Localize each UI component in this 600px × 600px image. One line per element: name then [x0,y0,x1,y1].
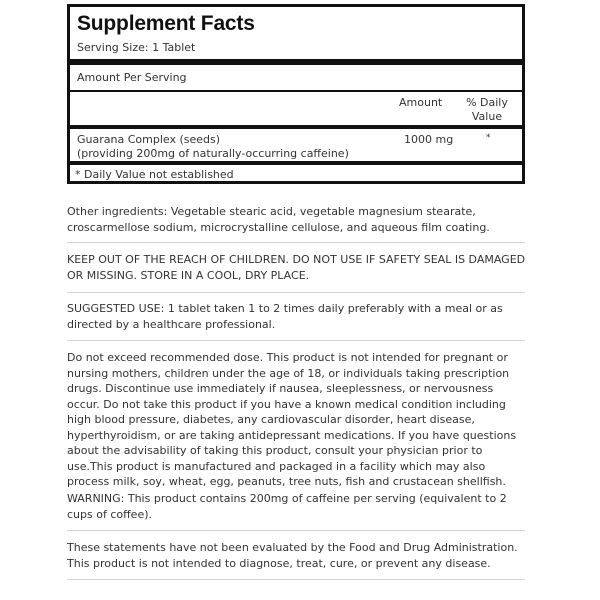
thick-divider [70,125,522,129]
thick-divider [70,161,522,165]
suggested-use [67,301,527,332]
warnings-line: drugs. Discontinue use immediately if nausea, sleeplessness, or nervousness [67,382,494,395]
warnings-line: use.This product is manufactured and packaged in a facility which may also [67,459,486,473]
section-divider [67,242,525,243]
amount-column-header: Amount [399,96,443,109]
section-divider [67,340,525,341]
warnings-line: nursing mothers, children under the age of 18, or individuals taking prescription [67,366,510,380]
keep-out-line2: OR MISSING. STORE IN A COOL, DRY PLACE. [67,268,310,282]
fda-disclaimer-line2: This product is not intended to diagnose, treat, cure, or prevent any disease. [67,556,491,570]
keep-out-line1: KEEP OUT OF THE REACH OF CHILDREN. DO NOT USE IF SAFETY SEAL IS DAMAGED [67,253,526,266]
section-divider [67,579,525,580]
caffeine-warning-line1: WARNING: This product contains 200mg of caffeine per serving (equivalent to 2 [67,492,507,505]
keep-out-notice [67,252,527,283]
warnings-line: hyperthyroidism, or are taking antidepressant medications. If you have questions [67,428,517,442]
daily-value-footnote: * Daily Value not established [75,168,234,181]
warnings-line: high blood pressure, diabetes, any cardiovascular disorder, heart disease, [67,413,475,426]
warnings-line: Do not exceed recommended dose. This product is not intended for pregnant or [67,351,508,364]
ingredient-name-line2: (providing 200mg of naturally-occurring caffeine) [77,147,349,160]
daily-value-header-line1: % Daily [466,96,508,109]
ingredient-name-line1: Guarana Complex (seeds) [77,133,221,146]
warnings-line: about the advisability of taking this product, consult your physician prior to [67,444,483,457]
daily-value-column-header [462,96,512,124]
thick-divider [70,59,522,65]
suggested-use-line1: SUGGESTED USE: 1 tablet taken 1 to 2 times daily preferably with a meal or as [67,302,503,315]
other-ingredients [67,204,527,235]
caffeine-warning [67,491,527,522]
ingredient-daily-value: * [486,133,491,143]
supplement-facts-panel [67,4,525,184]
daily-value-header-line2: Value [471,110,503,123]
serving-size: Serving Size: 1 Tablet [77,41,196,54]
section-divider [67,530,525,531]
warnings-line: process milk, soy, wheat, egg, peanuts, tree nuts, fish and crustacean shellfish. [67,475,506,488]
fda-disclaimer [67,540,527,571]
caffeine-warning-line2: cups of coffee). [67,507,153,521]
amount-per-serving-label: Amount Per Serving [77,71,187,84]
warnings-paragraph [67,350,527,490]
section-divider [67,292,525,293]
divider [70,90,522,92]
other-ingredients-line1: Other ingredients: Vegetable stearic acid, vegetable magnesium stearate, [67,205,476,218]
fda-disclaimer-line1: These statements have not been evaluated by the Food and Drug Administration. [67,541,518,554]
panel-title: Supplement Facts [77,12,255,35]
ingredient-amount: 1000 mg [404,133,454,146]
other-ingredients-line2: croscarmellose sodium, microcrystalline cellulose, and aqueous film coating. [67,220,490,234]
warnings-line: occur. Do not take this product if you have a known medical condition including [67,397,506,411]
ingredient-name [77,133,349,161]
suggested-use-line2: directed by a healthcare professional. [67,317,276,331]
